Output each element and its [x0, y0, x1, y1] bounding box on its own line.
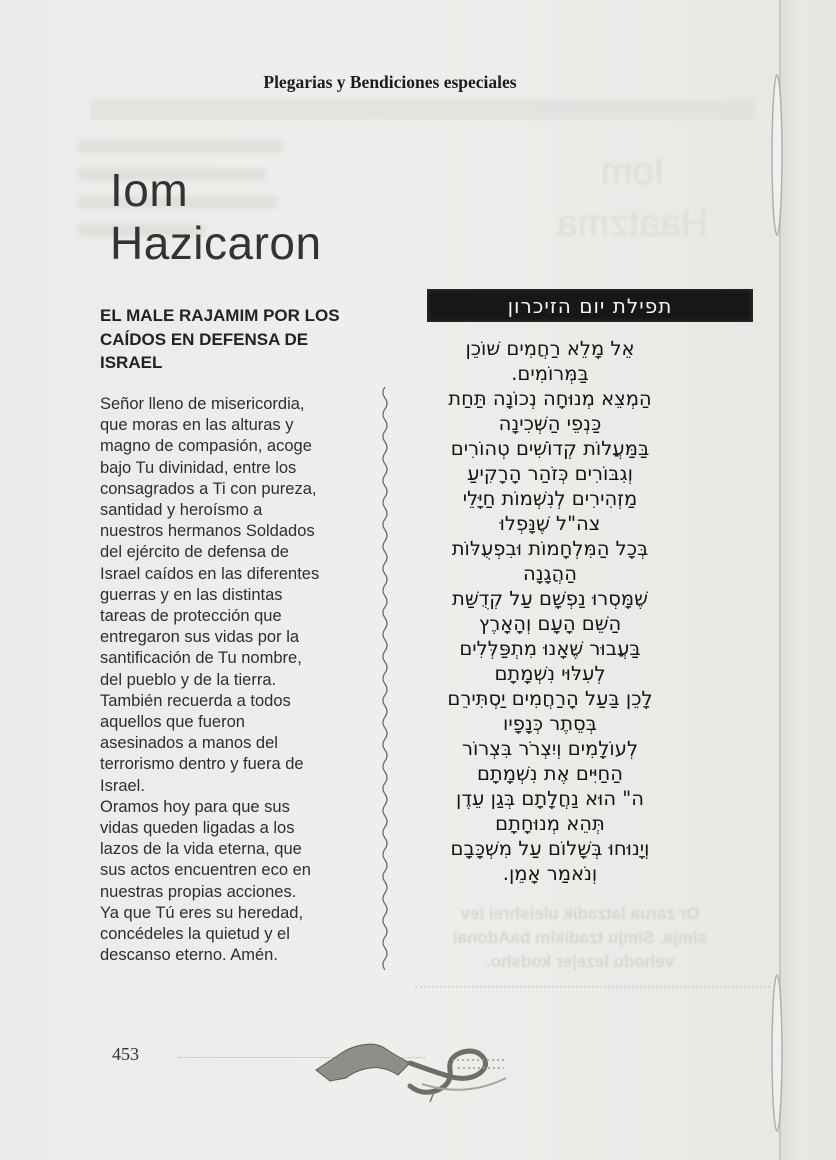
- shofar-ribbon-ornament: [310, 1018, 510, 1106]
- ghost-text-line: simja. Simju tzadikim baAdonai: [452, 928, 708, 947]
- spanish-text-line: tareas de protección que: [100, 607, 282, 626]
- spanish-text-line: bajo Tu divinidad, entre los: [100, 458, 297, 477]
- hebrew-text-line: אֵל מָלֵא רַחֲמִים שׁוֹכֵן: [465, 337, 635, 360]
- hebrew-text-line: בְּכָל הַמִּלְחָמוֹת וּבִפְעֻלּוֹת: [451, 537, 649, 560]
- spanish-text-line: terrorismo dentro y fuera de: [100, 755, 304, 774]
- section-subtitle: [100, 304, 400, 375]
- spanish-text-line: asesinados a manos del: [100, 734, 278, 753]
- spanish-text-line: lazos de la vida eterna, que: [100, 840, 302, 859]
- ghost-paragraph-showthrough: [425, 902, 735, 974]
- spanish-text-line: Oramos hoy para que sus: [100, 797, 290, 816]
- page-title-line-2: Hazicaron: [110, 217, 322, 269]
- spanish-text-line: Israel caídos en las diferentes: [100, 564, 320, 583]
- binding-stitches: [752, 0, 812, 1160]
- page-title: [110, 164, 322, 270]
- stitch-thread: [772, 75, 782, 235]
- hebrew-text-line: צה"ל שֶׁנָּפְלוּ: [499, 512, 601, 535]
- ornament-hatch: [452, 1060, 506, 1068]
- spanish-text-line: descanso eterno. Amén.: [100, 946, 278, 965]
- hebrew-text-line: וְיָנוּחוּ בְּשָׁלוֹם עַל מִשְׁכָּבָם: [450, 837, 650, 860]
- hebrew-text-line: הַשֵּׁם הָעָם וְהָאָרֶץ: [478, 612, 622, 635]
- hebrew-text-line: הַמְצֵא מְנוּחָה נְכוֹנָה תַּחַת: [448, 387, 652, 410]
- hebrew-text-line: מַזְהִירִים לְנִשְׁמוֹת חַיָּלֵי: [462, 487, 638, 510]
- hebrew-banner-title: תפילת יום הזיכרון: [507, 293, 673, 318]
- ghost-banner-showthrough: [90, 99, 755, 120]
- spanish-text-line: magno de compasión, acoge: [100, 437, 312, 456]
- spanish-text-line: concédeles la quietud y el: [100, 925, 290, 944]
- spanish-text-line: Señor lleno de misericordia,: [100, 395, 305, 413]
- stitch-thread: [772, 975, 782, 1131]
- spanish-text-line: Ya que Tú eres su heredad,: [100, 903, 304, 922]
- ornament-ribbon: [316, 1044, 410, 1081]
- spanish-text-line: También recuerda a todos: [100, 691, 291, 710]
- spanish-prayer-text: [100, 394, 400, 966]
- hebrew-section-banner: [427, 289, 753, 322]
- spanish-text-line: del pueblo y de la tierra.: [100, 670, 277, 689]
- spanish-text-line: nuestros hermanos Soldados: [100, 522, 315, 541]
- page-title-line-1: Iom: [110, 164, 189, 216]
- ghost-title-line: Iom: [600, 151, 665, 193]
- spanish-text-line: santidad y heroísmo a: [100, 501, 263, 520]
- running-header: Plegarias y Bendiciones especiales: [263, 72, 517, 92]
- hebrew-text-line: וְנֹאמַר אָמֵן.: [502, 862, 598, 885]
- spanish-text-line: del ejército de defensa de: [100, 543, 289, 562]
- hebrew-text-line: לָכֵן בַּעַל הָרַחֲמִים יַסְתִּירֵם: [447, 687, 653, 710]
- hebrew-text-line: בַּמַּעֲלוֹת קְדוֹשִׁים טְהוֹרִים: [450, 437, 650, 460]
- spanish-text-line: consagrados a Ti con pureza,: [100, 479, 317, 498]
- spanish-text-line: que moras en las alturas y: [100, 416, 294, 435]
- ghost-title-showthrough: [520, 146, 745, 250]
- hebrew-text-line: לְעוֹלָמִים וְיִצְרֹר בִּצְרוֹר: [461, 737, 639, 760]
- hebrew-text-line: ה" הוּא נַחֲלָתָם בְּגַן עֵדֶן: [456, 787, 644, 810]
- subtitle-line: EL MALE RAJAMIM POR LOS: [100, 306, 340, 325]
- ghost-rule-showthrough: [415, 986, 770, 988]
- hebrew-text-line: וְגִבּוֹרִים כְּזֹהַר הָרָקִיעַ: [467, 462, 633, 485]
- hebrew-text-line: בַּמְּרוֹמִים.: [511, 362, 589, 385]
- hebrew-text-line: תְּהֵא מְנוּחָתָם: [495, 812, 605, 835]
- wavy-divider: [380, 387, 390, 970]
- hebrew-prayer-text: [420, 336, 680, 886]
- hebrew-text-line: בַּעֲבוּר שֶׁאָנוּ מִתְפַּלְּלִים: [459, 637, 641, 660]
- page-number: 453: [112, 1044, 139, 1064]
- spanish-text-line: aquellos que fueron: [100, 713, 245, 732]
- spanish-text-line: santificación de Tu nombre,: [100, 649, 302, 668]
- hebrew-text-line: לְעִלּוּי נִשְׁמָתָם: [494, 662, 606, 685]
- hebrew-text-line: הַחַיִּים אֶת נִשְׁמָתָם: [476, 762, 623, 785]
- hebrew-text-line: כַּנְפֵי הַשְּׁכִינָה: [498, 412, 602, 435]
- spanish-text-line: nuestras propias acciones.: [100, 882, 297, 901]
- subtitle-line: CAÍDOS EN DEFENSA DE: [100, 329, 309, 349]
- ghost-text-line: vehodu lezejer kodsho.: [486, 952, 674, 971]
- spanish-text-line: vidas queden ligadas a los: [100, 819, 295, 838]
- hebrew-text-line: בְּסֵתֶר כְּנָפָיו: [503, 712, 597, 735]
- ghost-title-line: Haatzma: [556, 203, 709, 245]
- hebrew-text-line: הַהֲגָנָה: [522, 562, 578, 585]
- spanish-text-line: Israel.: [100, 776, 145, 795]
- wavy-divider-path: [383, 387, 387, 970]
- ghost-text-showthrough: [78, 140, 283, 153]
- spanish-text-line: entregaron sus vidas por la: [100, 628, 300, 647]
- spanish-text-line: guerras y en las distintas: [100, 585, 283, 604]
- subtitle-line: ISRAEL: [100, 353, 163, 372]
- ornament-curl: [410, 1051, 486, 1092]
- ghost-text-line: Or zarua latzadik uleishrei lev: [460, 904, 700, 923]
- hebrew-text-line: שֶׁמָּסְרוּ נַפְשָׁם עַל קְדֻשַּׁת: [452, 587, 648, 610]
- spanish-text-line: sus actos encuentren eco en: [100, 861, 311, 880]
